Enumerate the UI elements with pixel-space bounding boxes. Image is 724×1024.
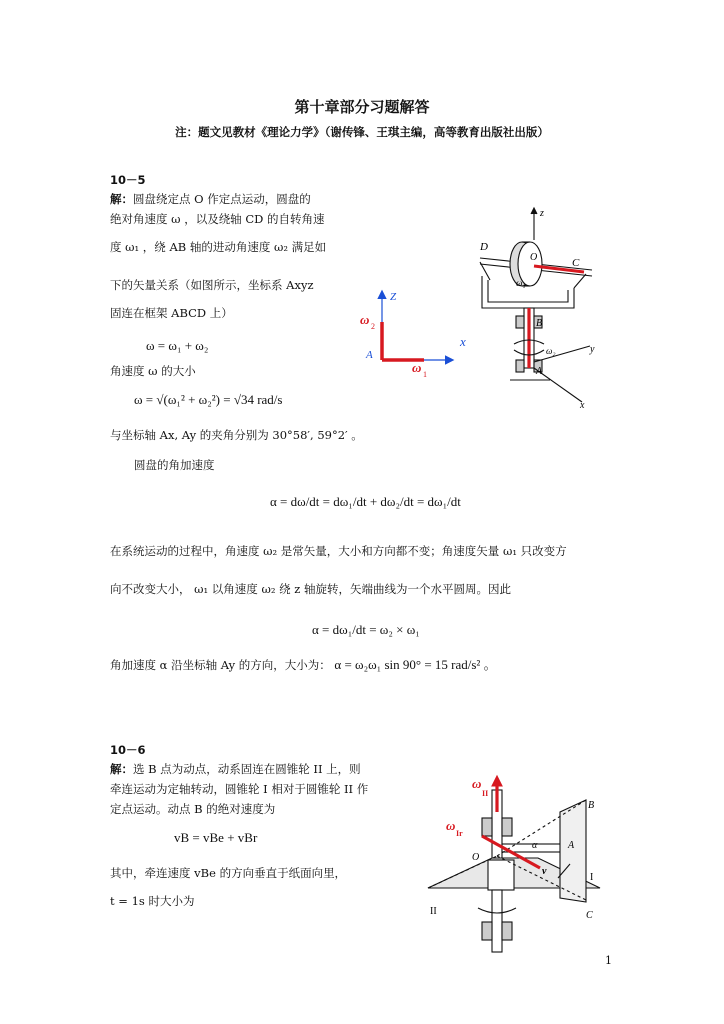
p105-line11: [110, 658, 497, 672]
bevel-gear-figure: [420, 772, 610, 956]
p105-eq2: ω = √(ω₁² + ω₂²) = √34 rad/s: [134, 392, 283, 407]
p105-line1: [110, 192, 311, 206]
fig-D-label: D: [480, 241, 488, 253]
fig-z-label: z: [540, 208, 544, 219]
p105-line2: 绝对角速度 ω ，以及绕轴 CD 的自转角速: [110, 212, 325, 226]
source-note: 注：题文见教材《理论力学》（谢传锋、王琪主编，高等教育出版社出版）: [175, 125, 549, 139]
fig-A-label: A: [536, 366, 543, 377]
p105-line5: 固连在框架 ABCD 上）: [110, 306, 233, 320]
fig-alpha-label: α: [532, 840, 538, 851]
fig-vr-label: v: [542, 866, 547, 877]
p105-eq5: α = ω₂ω₁ sin 90° = 15 rad/s² 。: [334, 657, 497, 672]
fig-omega-II-sub: II: [482, 789, 489, 798]
x-label: x: [460, 334, 466, 349]
gyroscope-frame-figure: [472, 204, 604, 410]
angular-velocity-vector-diagram: [360, 282, 480, 382]
p106-line4: 其中，牵连速度 vBe 的方向垂直于纸面向里，: [110, 866, 347, 880]
p106-line2: 牵连运动为定轴转动，圆锥轮 I 相对于圆锥轮 II 作: [110, 782, 369, 796]
fig-x-label: x: [580, 400, 585, 410]
fig-omega-Ir-sub: Ir: [456, 829, 463, 838]
omega2-symbol: ω: [360, 312, 370, 327]
p105-line8: 圆盘的角加速度: [134, 458, 215, 472]
p106-line5: t = 1s 时大小为: [110, 894, 195, 908]
p106-text-line1: 选 B 点为动点，动系固连在圆锥轮 II 上，则: [133, 762, 361, 776]
fig-I-label: I: [590, 872, 594, 883]
fig-B-label-106: B: [588, 800, 595, 811]
p105-line10: 向不改变大小， ω₁ 以角速度 ω₂ 绕 z 轴旋转，矢端曲线为一个水平圆周。因此: [110, 582, 511, 596]
solve-label-10-6: 解：: [110, 762, 133, 776]
fig-w2-label: ω₂: [546, 346, 556, 356]
p105-eq1: ω = ω₁ + ω₂: [146, 338, 209, 353]
problem-number-10-6: 10－6: [110, 743, 146, 757]
fig-C-label: C: [572, 257, 580, 269]
p106-line3: 定点运动。动点 B 的绝对速度为: [110, 802, 276, 816]
fig-omega-II-symbol: ω: [472, 776, 482, 791]
omega1-symbol: ω: [412, 360, 422, 375]
fig-O-label-106: O: [472, 852, 480, 863]
p105-eq4: α = dω₁/dt = ω₂ × ω₁: [312, 622, 420, 637]
fig-y-label: y: [590, 344, 595, 355]
origin-A-label: A: [366, 349, 373, 361]
p105-text-line1: 圆盘绕定点 O 作定点运动，圆盘的: [133, 192, 311, 206]
fig-omega-Ir-symbol: ω: [446, 818, 456, 833]
fig-A-label-106: A: [568, 840, 575, 851]
fig-w1-label: ω₁: [516, 278, 526, 288]
fig-O-label: O: [530, 252, 538, 263]
p105-line3: 度 ω₁ ，绕 AB 轴的进动角速度 ω₂ 满足如: [110, 240, 327, 254]
fig-B-label: B: [536, 318, 543, 329]
problem-number-10-5: 10－5: [110, 173, 146, 187]
p105-line11-text: 角加速度 α 沿坐标轴 Ay 的方向，大小为：: [110, 658, 331, 672]
p105-line4: 下的矢量关系（如图所示，坐标系 Axyz: [110, 278, 314, 292]
fig-C-label-106: C: [586, 910, 593, 921]
p105-eq3: α = dω/dt = dω₁/dt + dω₂/dt = dω₁/dt: [270, 494, 461, 509]
solve-label: 解：: [110, 192, 133, 206]
p106-eq1: vB = vBe + vBr: [174, 830, 258, 845]
p105-line9: 在系统运动的过程中，角速度 ω₂ 是常矢量，大小和方向都不变；角速度矢量 ω₁ 只改变方: [110, 544, 567, 558]
p106-line1: [110, 762, 361, 776]
omega2-subscript: 2: [371, 322, 375, 331]
page-number: 1: [605, 954, 612, 967]
fig-II-label: II: [430, 906, 437, 917]
omega1-subscript: 1: [423, 370, 427, 379]
p105-line7: 与坐标轴 Ax, Ay 的夹角分别为 30°58′, 59°2′ 。: [110, 428, 363, 442]
page-title: 第十章部分习题解答: [294, 98, 430, 116]
z-label: Z: [390, 291, 397, 303]
p105-line6: 角速度 ω 的大小: [110, 364, 196, 378]
